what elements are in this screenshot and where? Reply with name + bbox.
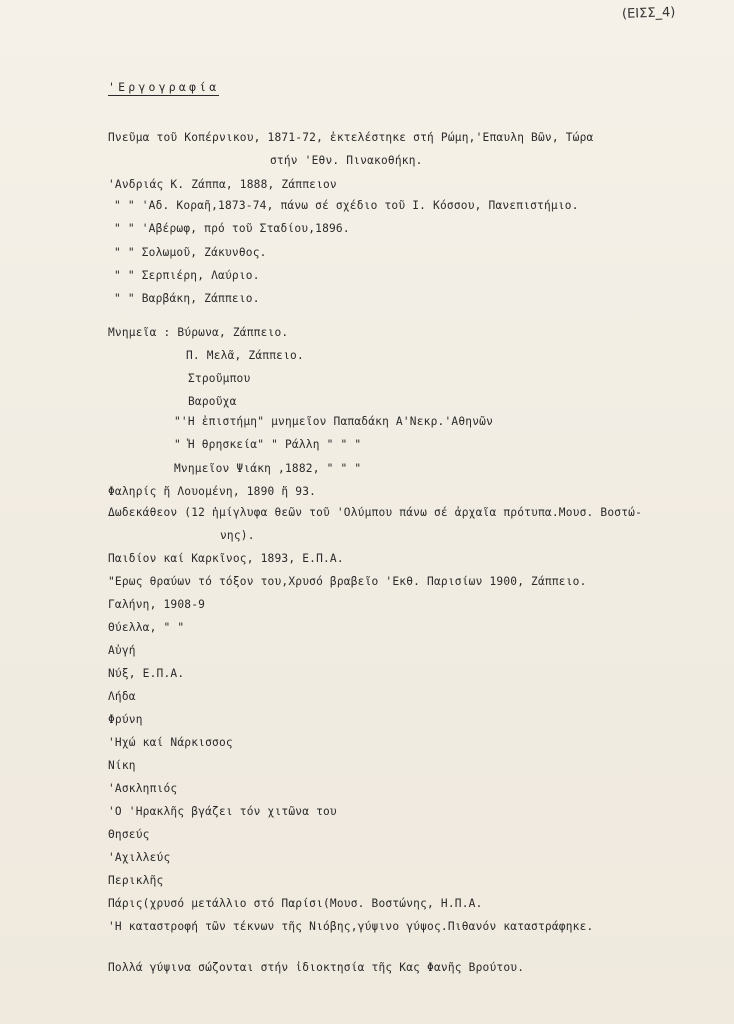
text-line: 'Αχιλλεύς — [108, 851, 171, 864]
text-line: Παιδίον καί Καρκῖνος, 1893, Ε.Π.Α. — [108, 552, 344, 565]
text-line: " Ἡ θρησκεία" " Ράλλη " " " — [174, 438, 362, 451]
text-line: Στροῦμπου — [188, 372, 251, 385]
text-line: Αὐγή — [108, 644, 136, 657]
text-line: στήν 'Εθν. Πινακοθήκη. — [270, 154, 423, 167]
text-line: Π. Μελᾶ, Ζάππειο. — [186, 349, 304, 362]
text-line: 'Ασκληπιός — [108, 782, 178, 795]
text-line: Φαληρίς ἤ Λουομένη, 1890 ἤ 93. — [108, 485, 317, 498]
text-line: 'Ο 'Ηρακλῆς βγάζει τόν χιτῶνα του — [108, 805, 337, 818]
text-line: " " 'Αδ. Κοραῆ,1873-74, πάνω σέ σχέδιο τοῦ Ι. Κόσσου, Πανεπιστήμιο. — [114, 199, 579, 212]
text-line: Θύελλα, " " — [108, 621, 185, 634]
text-line: 'Η καταστροφή τῶν τέκνων τῆς Νιόβης,γύψινο γύψος.Πιθανόν καταστράφηκε. — [108, 920, 594, 933]
text-line: Μνημεῖα : Βύρωνα, Ζάππειο. — [108, 326, 289, 339]
text-line: Δωδεκάθεον (12 ἡμίγλυφα θεῶν τοῦ 'Ολύμπου πάνω σέ ἀρχαῖα πρότυπα.Μουσ. Βοστώ- — [108, 506, 643, 519]
text-line: " " Σερπιέρη, Λαύριο. — [114, 269, 260, 282]
text-line: Μνημεῖον Ψιάκη ,1882, " " " — [174, 462, 362, 475]
text-line: "Ερως θραύων τό τόξον του,Χρυσό βραβεῖο 'Εκθ. Παρισίων 1900, Ζάππειο. — [108, 575, 587, 588]
text-line: " " 'Αβέρωφ, πρό τοῦ Σταδίου,1896. — [114, 222, 350, 235]
text-line: Πολλά γύψινα σώζονται στήν ἰδιοκτησία τῆς Κας Φανῆς Βρούτου. — [108, 961, 525, 974]
text-line: Πνεῦμα τοῦ Κοπέρνικου, 1871-72, ἐκτελέστηκε στή Ρώμη,'Επαυλη Βῶν, Τώρα — [108, 131, 594, 144]
text-line: Περικλῆς — [108, 874, 164, 887]
text-line: " " Σολωμοῦ, Ζάκυνθος. — [114, 246, 267, 259]
text-line: Φρύνη — [108, 713, 143, 726]
archive-reference-note: (ΕΙΣΣ_4) — [621, 5, 676, 22]
document-title: 'Εργογραφία — [108, 80, 220, 94]
text-line: Πάρις(χρυσό μετάλλιο στό Παρίσι(Μουσ. Βοστώνης, Η.Π.Α. — [108, 897, 483, 910]
text-line: 'Ηχώ καί Νάρκισσος — [108, 736, 233, 749]
text-line: Λήδα — [108, 690, 136, 703]
text-line: Γαλήνη, 1908-9 — [108, 598, 206, 611]
text-line: Θησεύς — [108, 828, 150, 841]
text-line: Νίκη — [108, 759, 136, 772]
text-line: " " Βαρβάκη, Ζάππειο. — [114, 292, 260, 305]
text-line: 'Ανδριάς Κ. Ζάππα, 1888, Ζάππειον — [108, 178, 337, 191]
text-line: νης). — [220, 529, 255, 542]
text-line: Βαροῦχα — [188, 395, 237, 408]
text-line: "'Η ἐπιστήμη" μνημεῖον Παπαδάκη Α'Νεκρ.'Αθηνῶν — [174, 415, 494, 428]
text-line: Νύξ, Ε.Π.Α. — [108, 667, 185, 680]
